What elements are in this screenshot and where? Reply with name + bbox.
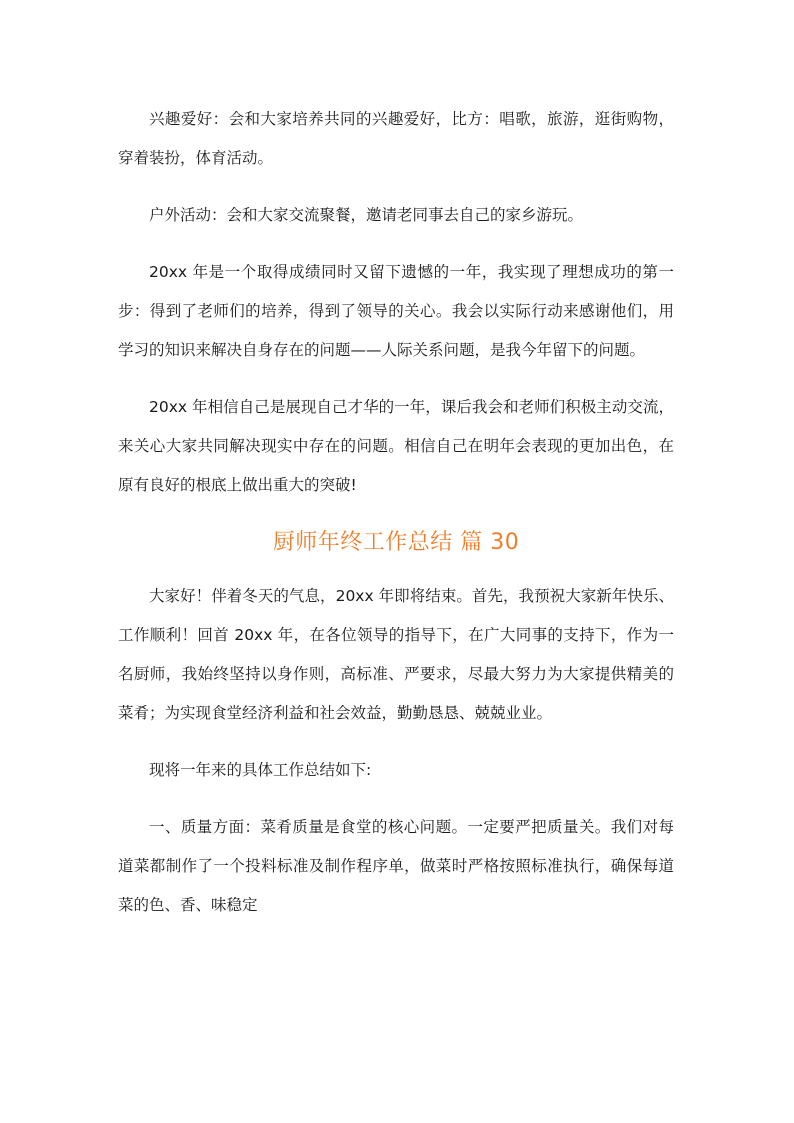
- paragraph-hobbies: 兴趣爱好：会和大家培养共同的兴趣爱好，比方：唱歌，旅游，逛街购物，穿着装扮，体育活动。: [118, 110, 674, 167]
- paragraph-year-review: 20xx 年是一个取得成绩同时又留下遗憾的一年，我实现了理想成功的第一步：得到了老师们的培养，得到了领导的关心。我会以实际行动来感谢他们，用学习的知识来解决自身存在的问题——人际关系问题，是我今年留下的问题。: [118, 263, 674, 359]
- paragraph-outdoor-activities: 户外活动：会和大家交流聚餐，邀请老同事去自己的家乡游玩。: [149, 206, 584, 224]
- paragraph-quality: 一、质量方面：菜肴质量是食堂的核心问题。一定要严把质量关。我们对每道菜都制作了一个投料标准及制作程序单，做菜时严格按照标准执行，确保每道菜的色、香、味稳定: [118, 818, 674, 914]
- paragraph-next-year-outlook: 20xx 年相信自己是展现自己才华的一年，课后我会和老师们积极主动交流，来关心大家共同解决现实中存在的问题。相信自己在明年会表现的更加出色，在原有良好的根底上做出重大的突破!: [118, 398, 674, 494]
- paragraph-summary-intro: 现将一年来的具体工作总结如下:: [149, 761, 372, 779]
- document-body: [118, 100, 674, 925]
- section-heading: 厨师年终工作总结 篇 30: [272, 530, 520, 555]
- paragraph-greeting: 大家好！伴着冬天的气息，20xx 年即将结束。首先，我预祝大家新年快乐、工作顺利！回首 20xx 年，在各位领导的指导下，在广大同事的支持下，作为一名厨师，我始终坚持以身作则，高标准、严要求，尽最大努力为大家提供精美的菜肴；为实现食堂经济利益和社会效益，勤勤恳恳、兢兢业业。: [118, 587, 674, 722]
